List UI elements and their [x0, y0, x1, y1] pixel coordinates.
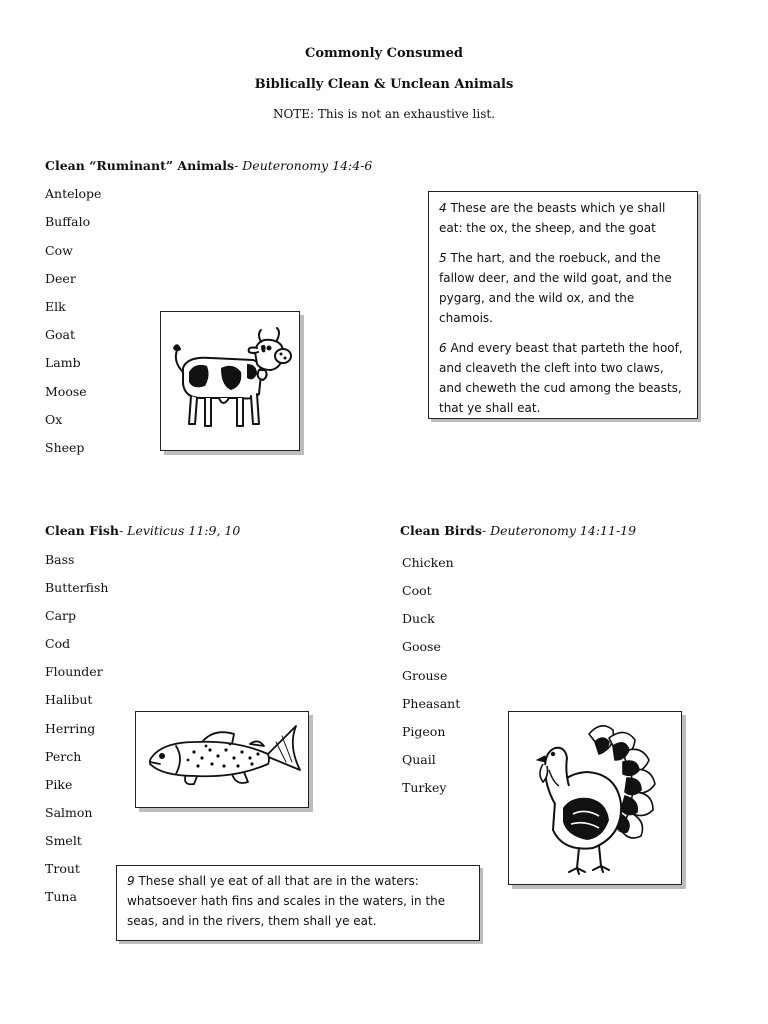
fish-heading-reference: - Leviticus 11:9, 10	[118, 523, 241, 538]
page-subtitle: Biblically Clean & Unclean Animals	[254, 77, 514, 92]
list-item: Elk	[45, 299, 66, 314]
list-item: Pheasant	[402, 696, 461, 711]
verse-text: These shall ye eat of all that are in the waters: whatsoever hath fins and scales in the waters, in the seas, and in the rivers, them shall ye eat.	[127, 874, 446, 928]
list-item: Grouse	[402, 668, 448, 683]
verse-5	[439, 248, 687, 328]
list-item: Quail	[402, 752, 436, 767]
list-item: Turkey	[402, 780, 447, 795]
list-item: Flounder	[45, 664, 103, 679]
verse-text: The hart, and the roebuck, and the fallow deer, and the wild goat, and the pygarg, and the wild ox, and the chamois.	[439, 251, 672, 325]
ruminants-heading-title: Clean “Ruminant” Animals	[45, 158, 235, 173]
cow-icon	[161, 312, 299, 450]
list-item: Smelt	[45, 833, 82, 848]
list-item: Bass	[45, 552, 75, 567]
list-item: Lamb	[45, 355, 81, 370]
list-item: Coot	[402, 583, 432, 598]
birds-heading-title: Clean Birds	[400, 523, 482, 538]
verse-number: 6	[439, 341, 447, 355]
verse-number: 5	[439, 251, 447, 265]
verse-text: And every beast that parteth the hoof, and cleaveth the cleft into two claws, and cheweth the cud among the beasts, that ye shall eat.	[439, 341, 683, 415]
list-item: Moose	[45, 384, 87, 399]
verse-9	[127, 871, 469, 931]
list-item: Carp	[45, 608, 76, 623]
verse-4	[439, 198, 687, 238]
verse-6	[439, 338, 687, 418]
ruminants-heading-reference: - Deuteronomy 14:4-6	[234, 158, 373, 173]
list-item: Herring	[45, 721, 96, 736]
verse-text: These are the beasts which ye shall eat: the ox, the sheep, and the goat	[439, 201, 666, 235]
list-item: Tuna	[45, 889, 77, 904]
fish-heading	[45, 523, 240, 538]
list-item: Goose	[402, 639, 441, 654]
list-item: Halibut	[45, 692, 93, 707]
ruminants-verse-box	[428, 191, 698, 419]
list-item: Antelope	[45, 186, 102, 201]
list-item: Perch	[45, 749, 82, 764]
list-item: Butterfish	[45, 580, 109, 595]
birds-heading-reference: - Deuteronomy 14:11-19	[481, 523, 637, 538]
fish-picture-box	[135, 711, 309, 808]
list-item: Pigeon	[402, 724, 446, 739]
verse-number: 9	[127, 874, 135, 888]
list-item: Buffalo	[45, 214, 91, 229]
list-item: Deer	[45, 271, 76, 286]
list-item: Cod	[45, 636, 71, 651]
fish-heading-title: Clean Fish	[45, 523, 119, 538]
list-item: Trout	[45, 861, 80, 876]
list-item: Goat	[45, 327, 75, 342]
list-item: Cow	[45, 243, 73, 258]
cow-picture-box	[160, 311, 300, 451]
list-item: Salmon	[45, 805, 93, 820]
list-item: Chicken	[402, 555, 454, 570]
list-item: Ox	[45, 412, 63, 427]
fish-icon	[136, 712, 308, 807]
turkey-picture-box	[508, 711, 682, 885]
page-note: NOTE: This is not an exhaustive list.	[272, 107, 496, 121]
fish-verse-box	[116, 865, 480, 941]
list-item: Duck	[402, 611, 435, 626]
ruminants-heading	[45, 158, 372, 173]
birds-heading	[400, 523, 636, 538]
page-title: Commonly Consumed	[304, 46, 464, 61]
list-item: Pike	[45, 777, 73, 792]
turkey-icon	[509, 712, 681, 884]
verse-number: 4	[439, 201, 447, 215]
list-item: Sheep	[45, 440, 85, 455]
